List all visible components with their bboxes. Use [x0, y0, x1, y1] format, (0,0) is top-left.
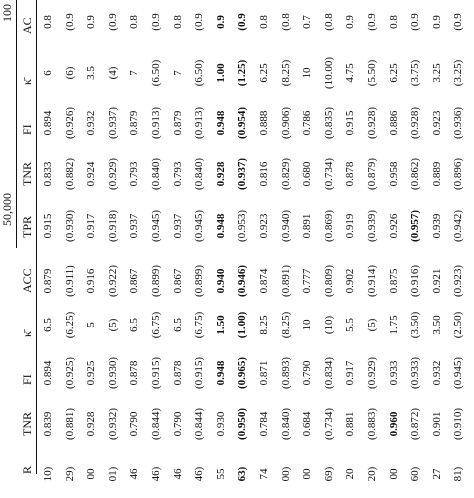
table-cell: (6.25)	[63, 311, 76, 339]
table-cell: 0.948	[214, 110, 227, 136]
table-cell: 8.25	[258, 315, 270, 335]
table-cell: (0.913)	[193, 106, 206, 140]
table-cell: (0.918)	[106, 209, 119, 243]
table-cell: 0.793	[171, 161, 184, 187]
row-lead-fragment: 74	[258, 468, 270, 480]
table-cell: 0.874	[258, 268, 270, 294]
table-cell: (0.872)	[409, 407, 422, 441]
table-cell: 0.871	[258, 360, 270, 386]
row-lead-fragment: 46	[171, 468, 184, 480]
row-lead-fragment: 63)	[236, 466, 249, 482]
table-cell: 0.937	[128, 213, 141, 239]
table-cell: (0.906)	[279, 106, 292, 140]
table-cell: 0.9	[430, 15, 443, 29]
table-cell: 0.921	[430, 268, 443, 294]
table-cell: 0.894	[42, 110, 54, 136]
table-cell: (0.925)	[63, 356, 76, 390]
table-cell: (0.932)	[106, 407, 119, 441]
table-cell: 0.924	[85, 161, 98, 187]
table-cell: 0.948	[214, 360, 227, 386]
table-cell: (6.75)	[193, 311, 206, 339]
metric-header: TNR	[20, 162, 34, 186]
group-header-left: 50,000	[0, 193, 14, 226]
table-cell: (0.954)	[236, 106, 249, 140]
table-cell: 5	[85, 322, 98, 328]
table-cell: 10	[301, 67, 314, 79]
table-cell: (5)	[366, 318, 378, 332]
table-cell: (0.734)	[322, 157, 335, 191]
table-cell: 0.932	[85, 110, 98, 136]
table-cell: (0.734)	[322, 407, 335, 441]
table-cell: 3.50	[430, 315, 443, 335]
row-lead-fragment: 46)	[150, 466, 162, 482]
table-cell: 3.5	[85, 66, 98, 80]
table-cell: (0.946)	[236, 264, 249, 298]
table-cell: 0.915	[344, 110, 357, 136]
table-cell: 0.833	[42, 161, 54, 187]
table-cell: (0.923)	[452, 264, 465, 298]
table-cell: (0.840)	[193, 157, 206, 191]
table-cell: 0.923	[430, 110, 443, 136]
table-cell: (0.9	[193, 13, 206, 31]
table-cell: (0.940)	[279, 209, 292, 243]
table-cell: 0.9	[85, 15, 98, 29]
table-cell: 0.917	[85, 213, 98, 239]
table-cell: 0.916	[85, 268, 98, 294]
table-cell: 0.919	[344, 213, 357, 239]
table-cell: (0.937)	[106, 106, 119, 140]
table-cell: 0.948	[214, 213, 227, 239]
table-cell: (0.9	[409, 13, 422, 31]
table-cell: (0.933)	[409, 356, 422, 390]
table-cell: (0.945)	[193, 209, 206, 243]
table-cell: 0.879	[128, 110, 141, 136]
table-cell: 0.790	[171, 411, 184, 437]
table-cell: (0.9	[452, 13, 465, 31]
table-cell: (0.945)	[150, 209, 162, 243]
table-cell: 0.928	[85, 411, 98, 437]
table-cell: 0.8	[387, 15, 400, 29]
table-cell: 0.8	[42, 15, 54, 29]
table-cell: (0.869)	[322, 209, 335, 243]
table-cell: (0.929)	[366, 356, 378, 390]
table-cell: (0.840)	[279, 407, 292, 441]
table-cell: 0.940	[214, 268, 227, 294]
table-cell: (0.926)	[63, 106, 76, 140]
table-cell: (0.840)	[150, 157, 162, 191]
table-cell: 0.878	[344, 161, 357, 187]
table-cell: 5.5	[344, 318, 357, 332]
row-lead-fragment: 00	[387, 468, 400, 480]
row-lead-fragment: 00	[85, 468, 98, 480]
table-cell: (0.942)	[452, 209, 465, 243]
table-cell: (0.930)	[106, 356, 119, 390]
metric-header: FI	[20, 374, 34, 385]
table-cell: (0.922)	[106, 264, 119, 298]
table-cell: 0.881	[344, 411, 357, 437]
table-cell: (0.893)	[279, 356, 292, 390]
table-cell: (3.25)	[452, 59, 465, 87]
table-cell: (0.899)	[150, 264, 162, 298]
table-cell: (0.8	[279, 13, 292, 31]
table-cell: 0.930	[214, 411, 227, 437]
table-cell: 1.00	[214, 63, 227, 83]
table-cell: 0.680	[301, 161, 314, 187]
table-cell: 0.932	[430, 360, 443, 386]
table-cell: (10.00)	[322, 56, 335, 90]
table-cell: 0.926	[387, 213, 400, 239]
table-cell: (0.896)	[452, 157, 465, 191]
metric-header: TPR	[20, 215, 34, 238]
table-cell: 10	[301, 319, 314, 331]
table-cell: (0.883)	[366, 407, 378, 441]
table-cell: 0.790	[301, 360, 314, 386]
table-cell: 0.9	[344, 15, 357, 29]
table-cell: (0.916)	[409, 264, 422, 298]
table-cell: (6.50)	[193, 59, 206, 87]
table-cell: 0.9	[214, 15, 227, 29]
table-cell: 0.684	[301, 411, 314, 437]
table-cell: (0.9	[150, 13, 162, 31]
table-cell: (6)	[63, 66, 76, 80]
table-cell: (0.930)	[63, 209, 76, 243]
table-cell: (0.937)	[236, 157, 249, 191]
row-lead-fragment: 29)	[63, 466, 76, 482]
table-cell: (0.928)	[409, 106, 422, 140]
table-cell: 0.793	[128, 161, 141, 187]
table-cell: (5.50)	[366, 59, 378, 87]
group-rule	[16, 0, 17, 248]
table-cell: 0.777	[301, 268, 314, 294]
table-cell: (10)	[322, 315, 335, 335]
table-cell: 6.25	[258, 63, 270, 83]
table-cell: (0.881)	[63, 407, 76, 441]
table-cell: (0.879)	[366, 157, 378, 191]
table-cell: 0.8	[128, 15, 141, 29]
table-cell: (6.50)	[150, 59, 162, 87]
table-cell: 6.5	[171, 318, 184, 332]
row-lead-fragment: 81)	[452, 466, 465, 482]
table-cell: 0.939	[430, 213, 443, 239]
table-cell: 0.923	[258, 213, 270, 239]
table-cell: (0.928)	[366, 106, 378, 140]
table-cell: (0.9	[366, 13, 378, 31]
group-header-right: 100	[0, 4, 14, 22]
row-lead-fragment: 46	[128, 468, 141, 480]
row-lead-fragment: 27	[430, 468, 443, 480]
table-cell: 0.784	[258, 411, 270, 437]
table-cell: 0.891	[301, 213, 314, 239]
row-lead-fragment: 00)	[279, 466, 292, 482]
metric-header: ACC	[20, 268, 34, 293]
table-cell: 0.886	[387, 110, 400, 136]
table-cell: 0.839	[42, 411, 54, 437]
table-cell: (0.834)	[322, 356, 335, 390]
table-cell: (0.910)	[452, 407, 465, 441]
header-left-fragment: R	[20, 465, 34, 474]
row-lead-fragment: 01)	[106, 466, 119, 482]
row-lead-fragment: 00	[301, 468, 314, 480]
table-cell: 0.902	[344, 268, 357, 294]
table-cell: 0.8	[171, 15, 184, 29]
table-cell: (0.835)	[322, 106, 335, 140]
table-cell: 1.75	[387, 315, 400, 335]
table-cell: 0.7	[301, 15, 314, 29]
table-cell: (0.829)	[279, 157, 292, 191]
table-cell: 7	[128, 70, 141, 76]
table-cell: 0.875	[387, 268, 400, 294]
table-cell: 0.933	[387, 360, 400, 386]
table-cell: (0.844)	[193, 407, 206, 441]
table-cell: (0.965)	[236, 356, 249, 390]
table-cell: (0.9	[106, 13, 119, 31]
table-cell: (8.25)	[279, 311, 292, 339]
table-cell: 1.50	[214, 315, 227, 335]
table-cell: 0.928	[214, 161, 227, 187]
table-cell: (0.9	[63, 13, 76, 31]
table-cell: (0.945)	[452, 356, 465, 390]
row-lead-fragment: 20	[344, 468, 357, 480]
table-cell: (0.913)	[150, 106, 162, 140]
table-cell: 0.925	[85, 360, 98, 386]
table-cell: 6	[42, 70, 54, 76]
metric-header: FI	[20, 124, 34, 135]
table-cell: (0.957)	[409, 209, 422, 243]
table-cell: (6.75)	[150, 311, 162, 339]
table-cell: 6.25	[387, 63, 400, 83]
table-cell: 0.958	[387, 161, 400, 187]
row-lead-fragment: 20)	[366, 466, 378, 482]
table-cell: (5)	[106, 318, 119, 332]
table-cell: (0.899)	[193, 264, 206, 298]
table-cell: 0.894	[42, 360, 54, 386]
row-lead-fragment: 60)	[409, 466, 422, 482]
table-cell: (0.882)	[63, 157, 76, 191]
table-cell: (8.25)	[279, 59, 292, 87]
table-cell: (0.891)	[279, 264, 292, 298]
table-cell: (1.25)	[236, 59, 249, 87]
metric-header: κ̄	[20, 78, 34, 85]
table-cell: 6.5	[128, 318, 141, 332]
table-cell: 0.867	[128, 268, 141, 294]
table-cell: 0.878	[171, 360, 184, 386]
table-cell: 3.25	[430, 63, 443, 83]
table-cell: 4.75	[344, 63, 357, 83]
table-cell: (2.50)	[452, 311, 465, 339]
table-cell: 7	[171, 70, 184, 76]
table-cell: (0.936)	[452, 106, 465, 140]
table-cell: (0.914)	[366, 264, 378, 298]
table-cell: 0.960	[387, 411, 400, 437]
table-cell: 0.889	[430, 161, 443, 187]
table-cell: (4)	[106, 66, 119, 80]
table-cell: 0.790	[128, 411, 141, 437]
table-cell: (0.844)	[150, 407, 162, 441]
table-cell: (3.50)	[409, 311, 422, 339]
table-cell: 0.901	[430, 411, 443, 437]
table-cell: (0.939)	[366, 209, 378, 243]
table-cell: (0.8	[322, 13, 335, 31]
table-cell: 0.879	[42, 268, 54, 294]
table-cell: (3.75)	[409, 59, 422, 87]
table-cell: 0.786	[301, 110, 314, 136]
table-cell: (0.911)	[63, 265, 76, 297]
table-cell: 0.816	[258, 161, 270, 187]
table-cell: (0.953)	[236, 209, 249, 243]
row-lead-fragment: 69)	[322, 466, 335, 482]
table-cell: (0.915)	[150, 356, 162, 390]
table-cell: 0.917	[344, 360, 357, 386]
row-lead-fragment: 46)	[193, 466, 206, 482]
row-lead-fragment: 55	[214, 468, 227, 480]
table-cell: (0.950)	[236, 407, 249, 441]
metric-header: TNR	[20, 412, 34, 436]
metric-header: κ̄	[20, 330, 34, 337]
table-cell: 0.867	[171, 268, 184, 294]
metric-header: AC	[20, 17, 34, 34]
row-lead-fragment: 10)	[42, 466, 54, 482]
table-cell: 0.879	[171, 110, 184, 136]
table-cell: (0.862)	[409, 157, 422, 191]
table-cell: 0.915	[42, 213, 54, 239]
table-cell: (1.00)	[236, 311, 249, 339]
table-cell: 6.5	[42, 318, 54, 332]
table-cell: (0.929)	[106, 157, 119, 191]
table-cell: (0.9	[236, 13, 249, 31]
table-cell: (0.915)	[193, 356, 206, 390]
table-cell: 0.8	[258, 15, 270, 29]
header-rule	[36, 0, 37, 474]
table-cell: (0.809)	[322, 264, 335, 298]
table-cell: 0.878	[128, 360, 141, 386]
table-cell: 0.937	[171, 213, 184, 239]
table-cell: 0.888	[258, 110, 270, 136]
